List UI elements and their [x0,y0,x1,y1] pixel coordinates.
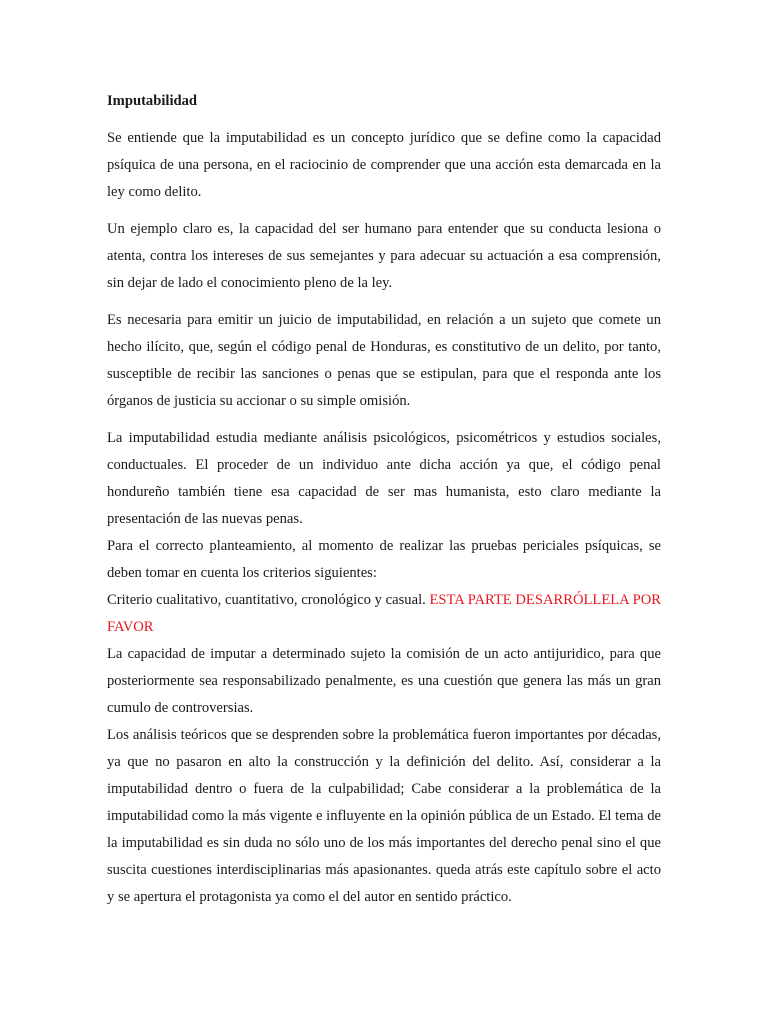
paragraph-criteria [107,587,661,641]
criteria-text: Criterio cualitativo, cuantitativo, cronológico y casual. [107,592,430,608]
document-title: Imputabilidad [107,93,198,109]
paragraph-analysis: Los análisis teóricos que se desprenden sobre la problemática fueron importantes por décadas, ya que no pasaron en alto la construcción y la definición del delito. Así, considerar a la imputabilidad dentro o fuera de la culpabilidad; Cabe considerar a la problemática de la imputabilidad como la más vigente e influyente en la opinión pública de un Estado. El tema de la imputabilidad es sin duda no sólo uno de los más importantes del derecho penal sino el que suscita cuestiones interdisciplinarias más apasionantes. queda atrás este capítulo sobre el acto y se apertura el protagonista ya como el del autor en sentido práctico. [107,727,661,905]
paragraph-approach: Para el correcto planteamiento, al momento de realizar las pruebas periciales psíquicas, se deben tomar en cuenta los criterios siguientes: [107,538,661,581]
paragraph-capacity: La capacidad de imputar a determinado sujeto la comisión de un acto antijuridico, para que posteriormente sea responsabilizado penalmente, es una cuestión que genera las más un gran cumulo de controversias. [107,646,661,716]
paragraph-definition: Se entiende que la imputabilidad es un concepto jurídico que se define como la capacidad psíquica de una persona, en el raciocinio de comprender que una acción esta demarcada en la ley como delito. [107,130,661,200]
criteria-highlight-note: ESTA PARTE DESARRÓLLELA POR FAVOR [107,592,661,635]
paragraph-necessity: Es necesaria para emitir un juicio de imputabilidad, en relación a un sujeto que comete un hecho ilícito, que, según el código penal de Honduras, es constitutivo de un delito, por tanto, susceptible de recibir las sanciones o penas que se estipulan, para que el responda ante los órganos de justicia su accionar o su simple omisión. [107,312,661,409]
paragraph-study: La imputabilidad estudia mediante análisis psicológicos, psicométricos y estudios sociales, conductuales. El proceder de un individuo ante dicha acción ya que, el código penal hondureño también tiene esa capacidad de ser mas humanista, esto claro mediante la presentación de las nuevas penas. [107,430,661,527]
document-body [107,88,661,911]
paragraph-example: Un ejemplo claro es, la capacidad del ser humano para entender que su conducta lesiona o atenta, contra los intereses de sus semejantes y para adecuar su actuación a esa comprensión, sin dejar de lado el conocimiento pleno de la ley. [107,221,661,291]
